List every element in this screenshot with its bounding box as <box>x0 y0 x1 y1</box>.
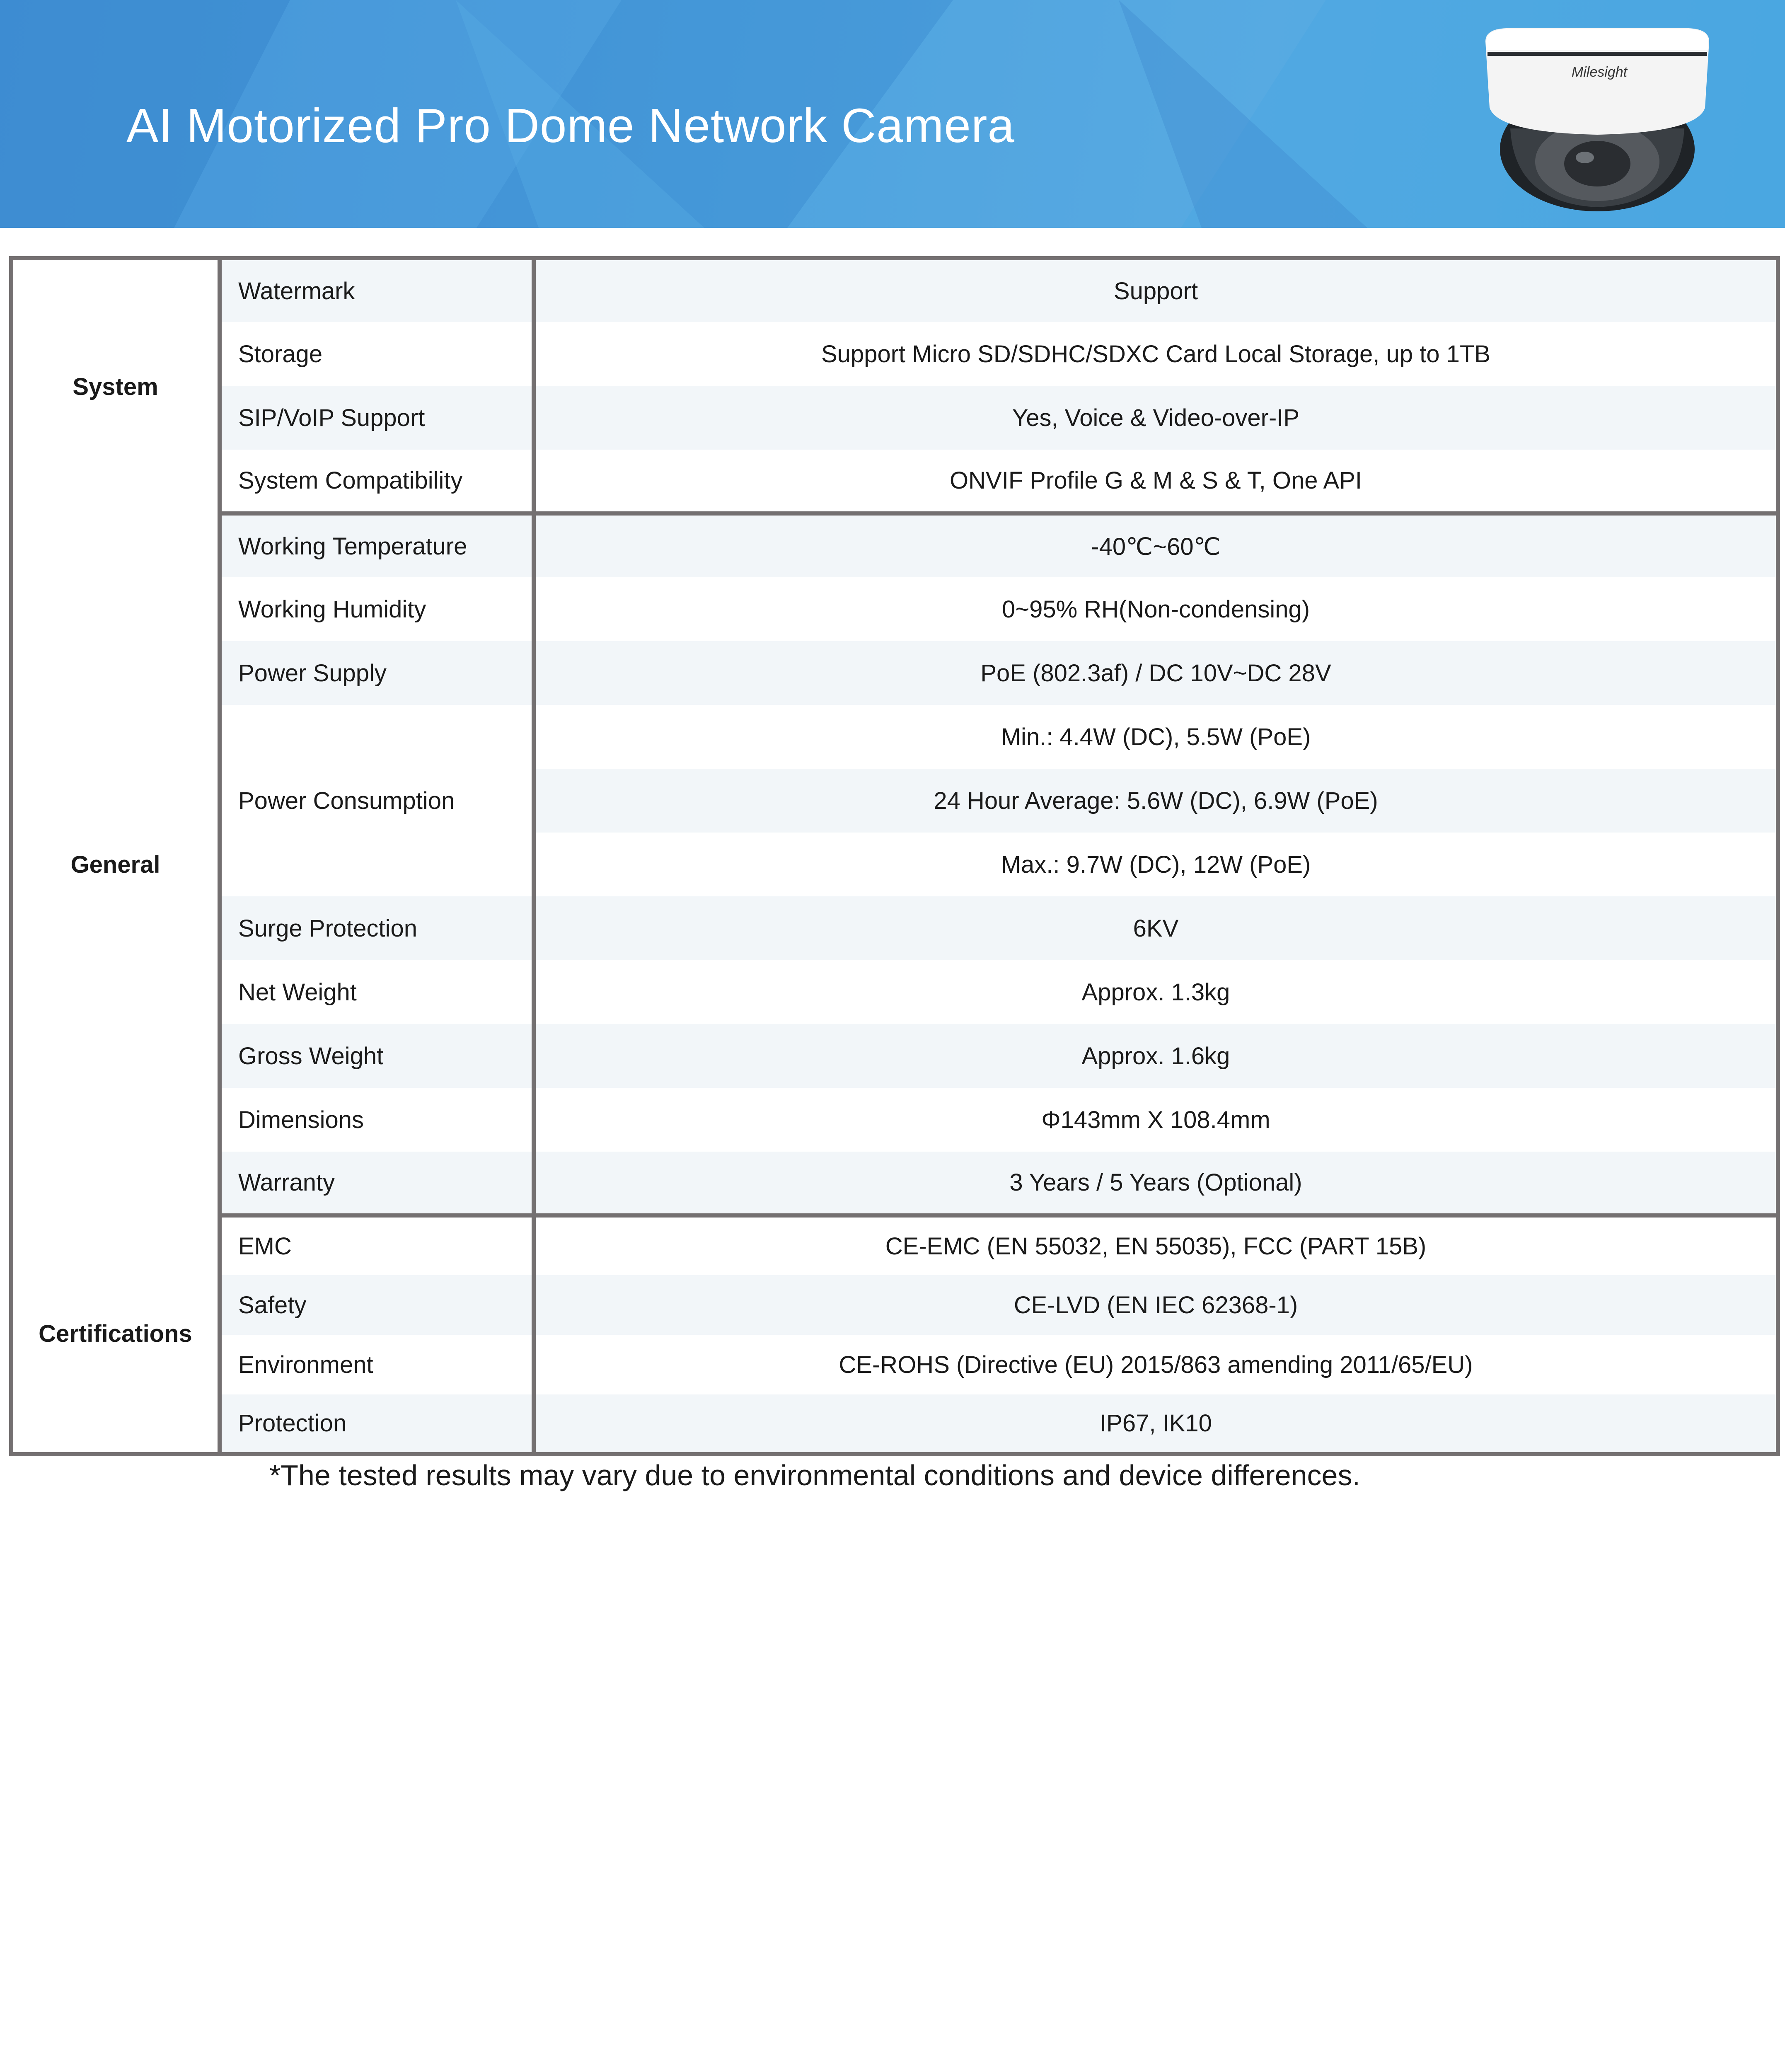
spec-value: Min.: 4.4W (DC), 5.5W (PoE) <box>534 705 1778 769</box>
spec-row <box>11 1152 1778 1215</box>
spec-category-certifications: Certifications <box>11 1215 220 1454</box>
spec-category-general: General <box>11 513 220 1215</box>
spec-label: Gross Weight <box>220 1024 534 1088</box>
spec-label: Watermark <box>220 258 534 322</box>
spec-value: ONVIF Profile G & M & S & T, One API <box>534 450 1778 513</box>
spec-row <box>11 1275 1778 1335</box>
spec-label: Surge Protection <box>220 896 534 960</box>
spec-label: Warranty <box>220 1152 534 1215</box>
page-title: AI Motorized Pro Dome Network Camera <box>126 99 1015 152</box>
header-banner <box>0 0 1785 228</box>
spec-label: Environment <box>220 1335 534 1394</box>
spec-value: Approx. 1.3kg <box>534 960 1778 1024</box>
spec-value: 6KV <box>534 896 1778 960</box>
spec-row <box>11 258 1778 322</box>
spec-row <box>11 896 1778 960</box>
spec-row <box>11 1394 1778 1454</box>
spec-table-body <box>11 258 1778 1454</box>
spec-value: CE-LVD (EN IEC 62368-1) <box>534 1275 1778 1335</box>
spec-value: -40℃~60℃ <box>534 513 1778 577</box>
spec-label: Working Humidity <box>220 577 534 641</box>
spec-label: Power Consumption <box>220 705 534 896</box>
camera-product-image <box>1481 25 1713 211</box>
spec-value: CE-ROHS (Directive (EU) 2015/863 amending 2011/65/EU) <box>534 1335 1778 1394</box>
spec-value: 3 Years / 5 Years (Optional) <box>534 1152 1778 1215</box>
spec-row <box>11 1088 1778 1152</box>
spec-row <box>11 1215 1778 1275</box>
camera-brand-label: Milesight <box>1571 64 1628 80</box>
spec-value: Support <box>534 258 1778 322</box>
spec-row <box>11 450 1778 513</box>
spec-row <box>11 577 1778 641</box>
spec-label: Working Temperature <box>220 513 534 577</box>
spec-row <box>11 705 1778 769</box>
spec-label: Protection <box>220 1394 534 1454</box>
spec-value: 24 Hour Average: 5.6W (DC), 6.9W (PoE) <box>534 769 1778 833</box>
spec-row <box>11 1024 1778 1088</box>
spec-value: Yes, Voice & Video-over-IP <box>534 386 1778 450</box>
spec-label: Dimensions <box>220 1088 534 1152</box>
spec-row <box>11 960 1778 1024</box>
spec-label: System Compatibility <box>220 450 534 513</box>
spec-value: IP67, IK10 <box>534 1394 1778 1454</box>
footnote: *The tested results may vary due to environmental conditions and device differences. <box>269 1459 1360 1491</box>
spec-value: 0~95% RH(Non-condensing) <box>534 577 1778 641</box>
spec-category-system: System <box>11 258 220 513</box>
spec-row <box>11 386 1778 450</box>
spec-label: SIP/VoIP Support <box>220 386 534 450</box>
spec-value: Φ143mm X 108.4mm <box>534 1088 1778 1152</box>
spec-table <box>9 256 1780 1456</box>
spec-row <box>11 513 1778 577</box>
spec-value: Support Micro SD/SDHC/SDXC Card Local Storage, up to 1TB <box>534 322 1778 386</box>
spec-value: Max.: 9.7W (DC), 12W (PoE) <box>534 833 1778 896</box>
spec-label: EMC <box>220 1215 534 1275</box>
spec-row <box>11 322 1778 386</box>
spec-label: Safety <box>220 1275 534 1335</box>
spec-value: CE-EMC (EN 55032, EN 55035), FCC (PART 15B) <box>534 1215 1778 1275</box>
spec-label: Storage <box>220 322 534 386</box>
spec-row <box>11 1335 1778 1394</box>
spec-label: Power Supply <box>220 641 534 705</box>
spec-row <box>11 641 1778 705</box>
spec-value: PoE (802.3af) / DC 10V~DC 28V <box>534 641 1778 705</box>
spec-value: Approx. 1.6kg <box>534 1024 1778 1088</box>
spec-label: Net Weight <box>220 960 534 1024</box>
